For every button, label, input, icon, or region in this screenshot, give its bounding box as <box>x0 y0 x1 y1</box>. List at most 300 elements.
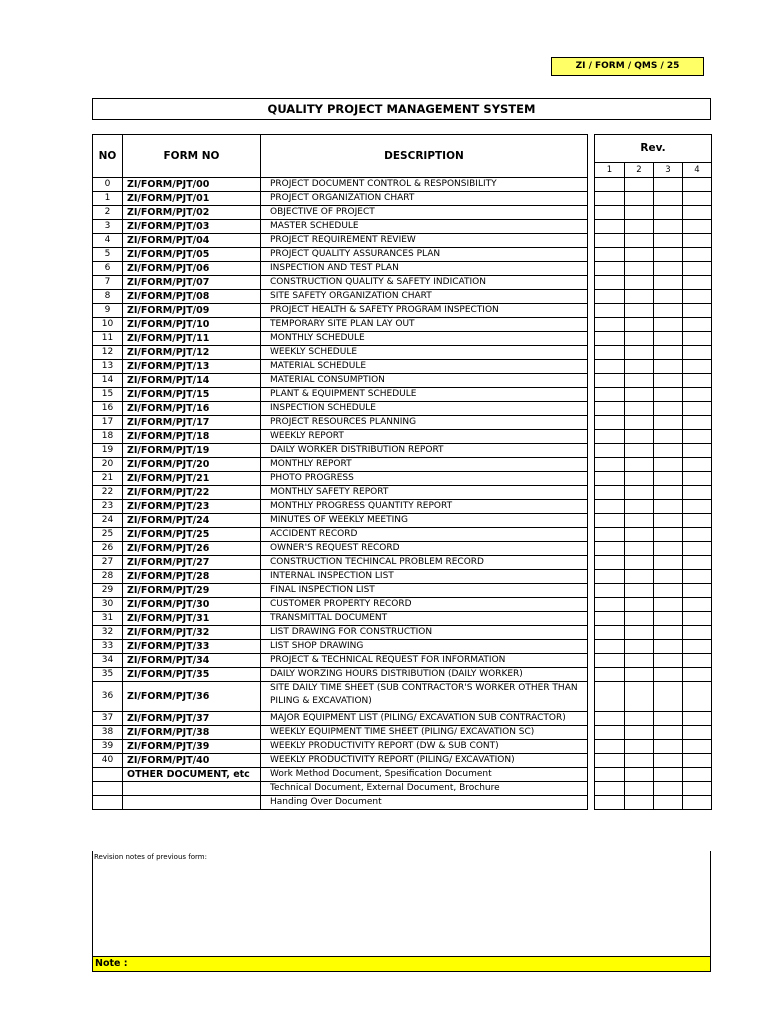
rev-cell-1[interactable] <box>595 556 625 570</box>
form-number: ZI/FORM/PJT/21 <box>123 472 261 486</box>
rev-cell-1[interactable] <box>595 542 625 556</box>
rev-cell-4[interactable] <box>683 318 712 332</box>
rev-cell-3[interactable] <box>654 220 683 234</box>
rev-cell-3[interactable] <box>654 486 683 500</box>
rev-cell-4[interactable] <box>683 796 712 810</box>
form-number: ZI/FORM/PJT/36 <box>123 682 261 712</box>
form-description: CONSTRUCTION TECHINCAL PROBLEM RECORD <box>261 556 588 570</box>
column-gap <box>588 612 595 626</box>
form-description: MINUTES OF WEEKLY MEETING <box>261 514 588 528</box>
rev-cell-1[interactable] <box>595 500 625 514</box>
column-gap <box>588 402 595 416</box>
form-number: ZI/FORM/PJT/24 <box>123 514 261 528</box>
rev-cell-2[interactable] <box>625 192 654 206</box>
column-gap <box>588 304 595 318</box>
rev-cell-3[interactable] <box>654 740 683 754</box>
rev-cell-3[interactable] <box>654 514 683 528</box>
form-number: ZI/FORM/PJT/06 <box>123 262 261 276</box>
table-row <box>93 626 712 640</box>
rev-cell-3[interactable] <box>654 500 683 514</box>
rev-cell-3[interactable] <box>654 726 683 740</box>
form-description: Work Method Document, Spesification Document <box>261 768 588 782</box>
rev-cell-1[interactable] <box>595 740 625 754</box>
rev-cell-1[interactable] <box>595 584 625 598</box>
rev-col-1: 1 <box>595 163 625 178</box>
row-number: 24 <box>93 514 123 528</box>
rev-cell-2[interactable] <box>625 768 654 782</box>
rev-cell-4[interactable] <box>683 570 712 584</box>
row-number: 29 <box>93 584 123 598</box>
rev-cell-3[interactable] <box>654 768 683 782</box>
form-description: MONTHLY REPORT <box>261 458 588 472</box>
rev-cell-1[interactable] <box>595 416 625 430</box>
row-number: 11 <box>93 332 123 346</box>
rev-cell-4[interactable] <box>683 276 712 290</box>
rev-cell-2[interactable] <box>625 712 654 726</box>
rev-cell-3[interactable] <box>654 458 683 472</box>
rev-cell-2[interactable] <box>625 542 654 556</box>
table-row <box>93 374 712 388</box>
rev-cell-3[interactable] <box>654 472 683 486</box>
form-code-label: ZI / FORM / QMS / 25 <box>551 57 704 76</box>
rev-cell-1[interactable] <box>595 290 625 304</box>
rev-cell-3[interactable] <box>654 682 683 712</box>
column-gap <box>588 654 595 668</box>
form-number: ZI/FORM/PJT/33 <box>123 640 261 654</box>
rev-cell-3[interactable] <box>654 626 683 640</box>
table-row <box>93 612 712 626</box>
column-gap <box>588 626 595 640</box>
rev-cell-1[interactable] <box>595 528 625 542</box>
table-row <box>93 640 712 654</box>
rev-cell-1[interactable] <box>595 318 625 332</box>
rev-cell-4[interactable] <box>683 374 712 388</box>
column-gap <box>588 514 595 528</box>
rev-cell-3[interactable] <box>654 668 683 682</box>
row-number: 35 <box>93 668 123 682</box>
rev-cell-2[interactable] <box>625 754 654 768</box>
form-number: ZI/FORM/PJT/08 <box>123 290 261 304</box>
rev-cell-3[interactable] <box>654 612 683 626</box>
rev-cell-3[interactable] <box>654 374 683 388</box>
row-number: 30 <box>93 598 123 612</box>
rev-cell-1[interactable] <box>595 248 625 262</box>
rev-cell-3[interactable] <box>654 654 683 668</box>
table-row <box>93 430 712 444</box>
form-number: ZI/FORM/PJT/14 <box>123 374 261 388</box>
rev-cell-1[interactable] <box>595 430 625 444</box>
rev-cell-4[interactable] <box>683 640 712 654</box>
row-number <box>93 782 123 796</box>
rev-cell-4[interactable] <box>683 472 712 486</box>
rev-cell-1[interactable] <box>595 360 625 374</box>
rev-cell-2[interactable] <box>625 528 654 542</box>
rev-cell-4[interactable] <box>683 668 712 682</box>
rev-cell-2[interactable] <box>625 598 654 612</box>
rev-cell-2[interactable] <box>625 556 654 570</box>
rev-cell-2[interactable] <box>625 514 654 528</box>
form-description: PLANT & EQUIPMENT SCHEDULE <box>261 388 588 402</box>
rev-cell-2[interactable] <box>625 612 654 626</box>
rev-cell-1[interactable] <box>595 768 625 782</box>
form-description: Technical Document, External Document, Brochure <box>261 782 588 796</box>
rev-cell-4[interactable] <box>683 178 712 192</box>
rev-cell-1[interactable] <box>595 668 625 682</box>
form-number: ZI/FORM/PJT/10 <box>123 318 261 332</box>
rev-cell-3[interactable] <box>654 796 683 810</box>
form-number: OTHER DOCUMENT, etc <box>123 768 261 782</box>
table-row <box>93 768 712 782</box>
rev-cell-4[interactable] <box>683 388 712 402</box>
table-row <box>93 220 712 234</box>
row-number: 14 <box>93 374 123 388</box>
form-number: ZI/FORM/PJT/35 <box>123 668 261 682</box>
column-gap <box>588 726 595 740</box>
rev-cell-4[interactable] <box>683 682 712 712</box>
rev-cell-1[interactable] <box>595 206 625 220</box>
rev-cell-4[interactable] <box>683 206 712 220</box>
rev-cell-2[interactable] <box>625 796 654 810</box>
rev-cell-3[interactable] <box>654 598 683 612</box>
rev-cell-2[interactable] <box>625 304 654 318</box>
rev-cell-1[interactable] <box>595 388 625 402</box>
rev-cell-2[interactable] <box>625 332 654 346</box>
table-row <box>93 472 712 486</box>
table-row <box>93 402 712 416</box>
form-description: CONSTRUCTION QUALITY & SAFETY INDICATION <box>261 276 588 290</box>
column-gap <box>588 290 595 304</box>
rev-cell-4[interactable] <box>683 768 712 782</box>
rev-cell-2[interactable] <box>625 740 654 754</box>
rev-cell-3[interactable] <box>654 528 683 542</box>
form-description: WEEKLY EQUIPMENT TIME SHEET (PILING/ EXCAVATION SC) <box>261 726 588 740</box>
rev-cell-1[interactable] <box>595 726 625 740</box>
rev-cell-1[interactable] <box>595 782 625 796</box>
rev-cell-2[interactable] <box>625 430 654 444</box>
form-description: SITE SAFETY ORGANIZATION CHART <box>261 290 588 304</box>
header-rev: Rev. <box>595 135 712 163</box>
rev-cell-3[interactable] <box>654 388 683 402</box>
rev-cell-2[interactable] <box>625 234 654 248</box>
rev-cell-4[interactable] <box>683 754 712 768</box>
rev-cell-3[interactable] <box>654 206 683 220</box>
rev-cell-3[interactable] <box>654 416 683 430</box>
rev-cell-1[interactable] <box>595 570 625 584</box>
row-number: 2 <box>93 206 123 220</box>
column-gap <box>588 444 595 458</box>
table-row <box>93 754 712 768</box>
table-row <box>93 740 712 754</box>
rev-cell-1[interactable] <box>595 654 625 668</box>
rev-cell-1[interactable] <box>595 458 625 472</box>
rev-cell-4[interactable] <box>683 220 712 234</box>
rev-cell-2[interactable] <box>625 570 654 584</box>
rev-cell-4[interactable] <box>683 346 712 360</box>
form-number: ZI/FORM/PJT/00 <box>123 178 261 192</box>
rev-col-3: 3 <box>654 163 683 178</box>
rev-cell-2[interactable] <box>625 416 654 430</box>
form-number: ZI/FORM/PJT/03 <box>123 220 261 234</box>
rev-cell-4[interactable] <box>683 726 712 740</box>
row-number: 13 <box>93 360 123 374</box>
rev-cell-2[interactable] <box>625 500 654 514</box>
rev-cell-4[interactable] <box>683 740 712 754</box>
rev-cell-1[interactable] <box>595 262 625 276</box>
header-no: NO <box>93 135 123 178</box>
rev-cell-4[interactable] <box>683 192 712 206</box>
row-number: 7 <box>93 276 123 290</box>
form-description: MATERIAL SCHEDULE <box>261 360 588 374</box>
table-row <box>93 556 712 570</box>
rev-cell-3[interactable] <box>654 402 683 416</box>
row-number: 16 <box>93 402 123 416</box>
rev-cell-3[interactable] <box>654 430 683 444</box>
table-row <box>93 500 712 514</box>
table-row <box>93 514 712 528</box>
rev-cell-3[interactable] <box>654 584 683 598</box>
rev-cell-1[interactable] <box>595 640 625 654</box>
rev-cell-2[interactable] <box>625 726 654 740</box>
table-row <box>93 276 712 290</box>
rev-cell-2[interactable] <box>625 444 654 458</box>
rev-cell-1[interactable] <box>595 598 625 612</box>
rev-cell-1[interactable] <box>595 374 625 388</box>
row-number: 18 <box>93 430 123 444</box>
rev-cell-2[interactable] <box>625 262 654 276</box>
table-row <box>93 542 712 556</box>
rev-cell-1[interactable] <box>595 626 625 640</box>
form-number: ZI/FORM/PJT/40 <box>123 754 261 768</box>
rev-cell-1[interactable] <box>595 712 625 726</box>
rev-cell-3[interactable] <box>654 192 683 206</box>
rev-cell-1[interactable] <box>595 332 625 346</box>
revision-notes-area[interactable] <box>92 851 711 957</box>
form-description: ACCIDENT RECORD <box>261 528 588 542</box>
rev-cell-2[interactable] <box>625 360 654 374</box>
rev-cell-4[interactable] <box>683 654 712 668</box>
rev-cell-2[interactable] <box>625 472 654 486</box>
rev-cell-4[interactable] <box>683 598 712 612</box>
rev-cell-4[interactable] <box>683 542 712 556</box>
rev-cell-4[interactable] <box>683 612 712 626</box>
row-number: 19 <box>93 444 123 458</box>
form-description: PROJECT QUALITY ASSURANCES PLAN <box>261 248 588 262</box>
column-gap <box>588 796 595 810</box>
column-gap <box>588 416 595 430</box>
rev-cell-2[interactable] <box>625 290 654 304</box>
table-row <box>93 234 712 248</box>
page-title: QUALITY PROJECT MANAGEMENT SYSTEM <box>92 98 711 120</box>
row-number: 17 <box>93 416 123 430</box>
table-header-row <box>93 135 712 163</box>
rev-cell-1[interactable] <box>595 178 625 192</box>
rev-cell-1[interactable] <box>595 444 625 458</box>
rev-cell-1[interactable] <box>595 472 625 486</box>
rev-cell-4[interactable] <box>683 416 712 430</box>
rev-cell-2[interactable] <box>625 458 654 472</box>
rev-cell-3[interactable] <box>654 754 683 768</box>
rev-cell-2[interactable] <box>625 206 654 220</box>
form-description: MONTHLY PROGRESS QUANTITY REPORT <box>261 500 588 514</box>
rev-cell-4[interactable] <box>683 458 712 472</box>
rev-cell-3[interactable] <box>654 570 683 584</box>
rev-cell-1[interactable] <box>595 486 625 500</box>
rev-cell-3[interactable] <box>654 290 683 304</box>
form-description: MASTER SCHEDULE <box>261 220 588 234</box>
row-number <box>93 796 123 810</box>
rev-cell-4[interactable] <box>683 556 712 570</box>
form-number: ZI/FORM/PJT/12 <box>123 346 261 360</box>
rev-cell-1[interactable] <box>595 346 625 360</box>
column-gap <box>588 458 595 472</box>
column-gap <box>588 486 595 500</box>
rev-cell-1[interactable] <box>595 220 625 234</box>
rev-cell-2[interactable] <box>625 654 654 668</box>
table-row <box>93 458 712 472</box>
table-row <box>93 192 712 206</box>
row-number: 40 <box>93 754 123 768</box>
form-description: MATERIAL CONSUMPTION <box>261 374 588 388</box>
note-bar: Note : <box>92 956 711 972</box>
rev-cell-3[interactable] <box>654 304 683 318</box>
table-row <box>93 178 712 192</box>
rev-cell-3[interactable] <box>654 346 683 360</box>
rev-cell-3[interactable] <box>654 782 683 796</box>
rev-cell-3[interactable] <box>654 234 683 248</box>
rev-cell-4[interactable] <box>683 332 712 346</box>
rev-cell-4[interactable] <box>683 402 712 416</box>
rev-cell-3[interactable] <box>654 444 683 458</box>
row-number: 36 <box>93 682 123 712</box>
column-gap <box>588 682 595 712</box>
rev-cell-2[interactable] <box>625 584 654 598</box>
rev-cell-3[interactable] <box>654 248 683 262</box>
rev-cell-2[interactable] <box>625 486 654 500</box>
column-gap <box>588 276 595 290</box>
table-row <box>93 570 712 584</box>
rev-cell-3[interactable] <box>654 178 683 192</box>
rev-cell-4[interactable] <box>683 626 712 640</box>
rev-cell-4[interactable] <box>683 514 712 528</box>
rev-cell-2[interactable] <box>625 276 654 290</box>
rev-cell-1[interactable] <box>595 234 625 248</box>
form-number: ZI/FORM/PJT/01 <box>123 192 261 206</box>
column-gap <box>588 346 595 360</box>
rev-cell-4[interactable] <box>683 304 712 318</box>
rev-cell-2[interactable] <box>625 640 654 654</box>
rev-cell-3[interactable] <box>654 542 683 556</box>
rev-cell-3[interactable] <box>654 712 683 726</box>
rev-cell-1[interactable] <box>595 796 625 810</box>
rev-cell-4[interactable] <box>683 360 712 374</box>
rev-cell-2[interactable] <box>625 346 654 360</box>
row-number: 33 <box>93 640 123 654</box>
rev-cell-1[interactable] <box>595 402 625 416</box>
rev-cell-3[interactable] <box>654 640 683 654</box>
row-number: 5 <box>93 248 123 262</box>
rev-cell-1[interactable] <box>595 192 625 206</box>
rev-cell-1[interactable] <box>595 304 625 318</box>
rev-cell-1[interactable] <box>595 276 625 290</box>
rev-cell-2[interactable] <box>625 402 654 416</box>
rev-cell-4[interactable] <box>683 444 712 458</box>
rev-cell-1[interactable] <box>595 754 625 768</box>
table-row <box>93 598 712 612</box>
form-description: CUSTOMER PROPERTY RECORD <box>261 598 588 612</box>
form-number: ZI/FORM/PJT/19 <box>123 444 261 458</box>
row-number: 32 <box>93 626 123 640</box>
form-description: PROJECT HEALTH & SAFETY PROGRAM INSPECTION <box>261 304 588 318</box>
form-number: ZI/FORM/PJT/29 <box>123 584 261 598</box>
rev-cell-4[interactable] <box>683 262 712 276</box>
rev-cell-2[interactable] <box>625 668 654 682</box>
rev-cell-2[interactable] <box>625 626 654 640</box>
table-row <box>93 682 712 712</box>
column-gap <box>588 332 595 346</box>
rev-cell-4[interactable] <box>683 234 712 248</box>
rev-cell-1[interactable] <box>595 612 625 626</box>
form-number: ZI/FORM/PJT/09 <box>123 304 261 318</box>
rev-cell-2[interactable] <box>625 388 654 402</box>
rev-cell-3[interactable] <box>654 556 683 570</box>
rev-cell-3[interactable] <box>654 262 683 276</box>
row-number: 8 <box>93 290 123 304</box>
row-number: 26 <box>93 542 123 556</box>
table-row <box>93 304 712 318</box>
table-row <box>93 486 712 500</box>
row-number: 21 <box>93 472 123 486</box>
rev-cell-4[interactable] <box>683 248 712 262</box>
rev-cell-2[interactable] <box>625 178 654 192</box>
rev-cell-1[interactable] <box>595 514 625 528</box>
form-description: PROJECT ORGANIZATION CHART <box>261 192 588 206</box>
rev-cell-2[interactable] <box>625 682 654 712</box>
row-number: 4 <box>93 234 123 248</box>
column-gap <box>588 234 595 248</box>
rev-cell-2[interactable] <box>625 782 654 796</box>
rev-cell-4[interactable] <box>683 782 712 796</box>
table-row <box>93 388 712 402</box>
rev-cell-4[interactable] <box>683 584 712 598</box>
rev-cell-4[interactable] <box>683 528 712 542</box>
rev-cell-2[interactable] <box>625 220 654 234</box>
rev-cell-4[interactable] <box>683 486 712 500</box>
column-gap <box>588 220 595 234</box>
rev-cell-4[interactable] <box>683 712 712 726</box>
rev-cell-3[interactable] <box>654 276 683 290</box>
form-description: WEEKLY SCHEDULE <box>261 346 588 360</box>
column-gap <box>588 262 595 276</box>
row-number: 15 <box>93 388 123 402</box>
rev-cell-2[interactable] <box>625 248 654 262</box>
table-row <box>93 416 712 430</box>
form-number: ZI/FORM/PJT/11 <box>123 332 261 346</box>
rev-cell-2[interactable] <box>625 374 654 388</box>
rev-cell-3[interactable] <box>654 360 683 374</box>
table-row <box>93 332 712 346</box>
rev-cell-3[interactable] <box>654 318 683 332</box>
form-description: INTERNAL INSPECTION LIST <box>261 570 588 584</box>
rev-cell-4[interactable] <box>683 430 712 444</box>
form-description: INSPECTION SCHEDULE <box>261 402 588 416</box>
rev-cell-4[interactable] <box>683 290 712 304</box>
rev-cell-1[interactable] <box>595 682 625 712</box>
rev-cell-4[interactable] <box>683 500 712 514</box>
form-description: PHOTO PROGRESS <box>261 472 588 486</box>
rev-cell-3[interactable] <box>654 332 683 346</box>
form-number: ZI/FORM/PJT/31 <box>123 612 261 626</box>
rev-cell-2[interactable] <box>625 318 654 332</box>
